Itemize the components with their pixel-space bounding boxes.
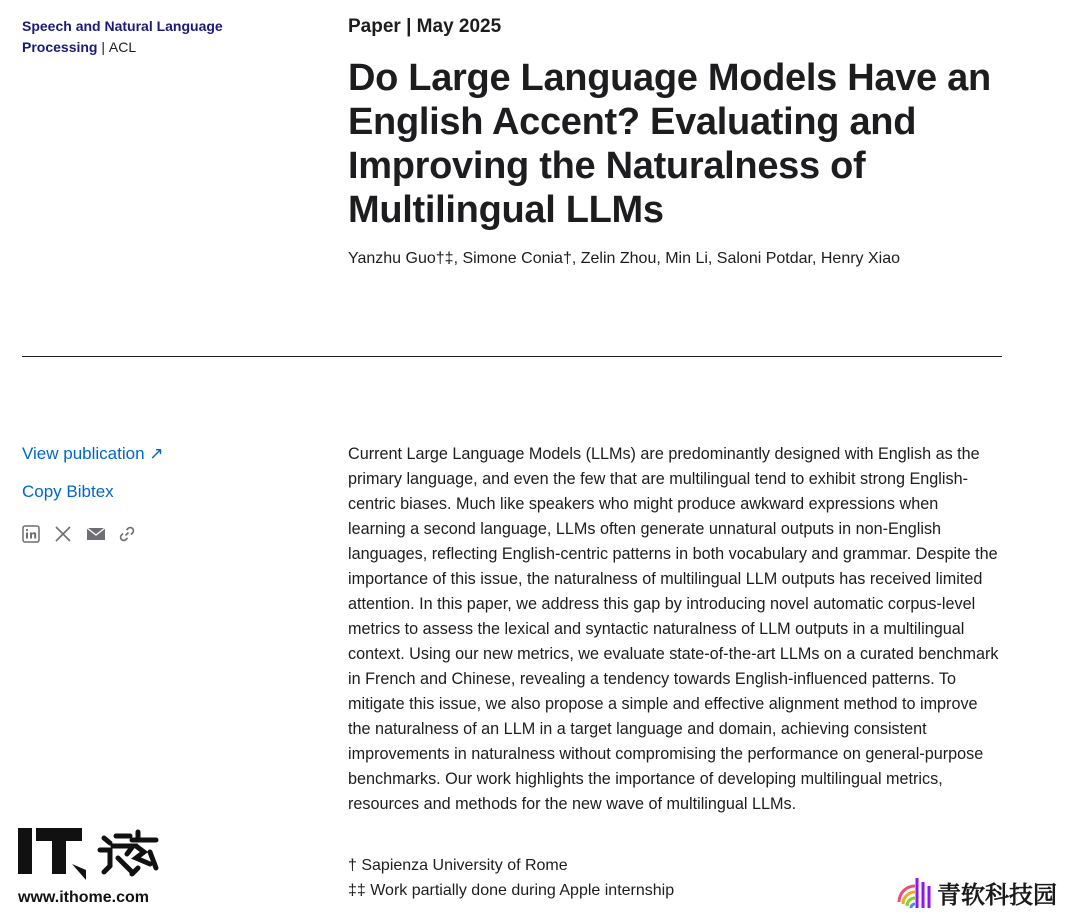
copy-bibtex-link[interactable]: Copy Bibtex bbox=[22, 482, 114, 501]
category-separator: | bbox=[101, 39, 106, 55]
category-breadcrumb bbox=[22, 16, 262, 58]
qingruan-text: 青软科技园 bbox=[937, 881, 1057, 909]
share-icons bbox=[22, 525, 136, 543]
footnote-affiliation: † Sapienza University of Rome bbox=[348, 857, 568, 874]
footnote-internship: ‡‡ Work partially done during Apple internship bbox=[348, 882, 675, 899]
abstract-text: Current Large Language Models (LLMs) are predominantly designed with English as the primary language, and even the few that are multilingual tend to exhibit strong English-centric biases. Much like speakers who might produce awkward expressions when learning a second language, LLMs often generate unnatural outputs in non-English languages, reflecting English-centric patterns in both vocabulary and grammar. Despite the importance of this issue, the naturalness of multilingual LLM outputs has received limited attention. In this paper, we address this gap by introducing novel automatic corpus-level metrics to assess the lexical and syntactic naturalness of LLM outputs in a multilingual context. Using our new metrics, we evaluate state-of-the-art LLMs on a curated benchmark in French and Chinese, revealing a tendency towards English-influenced patterns. To mitigate this issue, we also propose a simple and effective alignment method to improve the naturalness of an LLM in a target language and domain, achieving consistent improvements in naturalness without compromising the performance on general-purpose benchmarks. Our work highlights the importance of developing multilingual metrics, resources and methods for the new wave of multilingual LLMs. bbox=[348, 445, 999, 813]
divider bbox=[22, 356, 1002, 357]
category-venue: ACL bbox=[108, 39, 137, 55]
link-icon[interactable] bbox=[118, 525, 136, 543]
view-publication-link[interactable]: View publication ↗ bbox=[22, 444, 164, 463]
linkedin-icon[interactable] bbox=[22, 525, 40, 543]
qingruan-watermark bbox=[895, 872, 1057, 912]
authors-list: Yanzhu Guo†‡, Simone Conia†, Zelin Zhou, Min Li, Saloni Potdar, Henry Xiao bbox=[348, 250, 901, 267]
paper-kicker: Paper | May 2025 bbox=[348, 16, 502, 37]
category-topic-link[interactable]: Speech and Natural Language Processing bbox=[22, 18, 223, 55]
qingruan-logo-icon bbox=[895, 872, 935, 912]
ithome-url: www.ithome.com bbox=[18, 889, 149, 906]
x-icon[interactable] bbox=[54, 525, 72, 543]
email-icon[interactable] bbox=[86, 525, 104, 543]
page-title: Do Large Language Models Have an English Accent? Evaluating and Improving the Naturalness of Multilingual LLMs bbox=[348, 57, 991, 231]
